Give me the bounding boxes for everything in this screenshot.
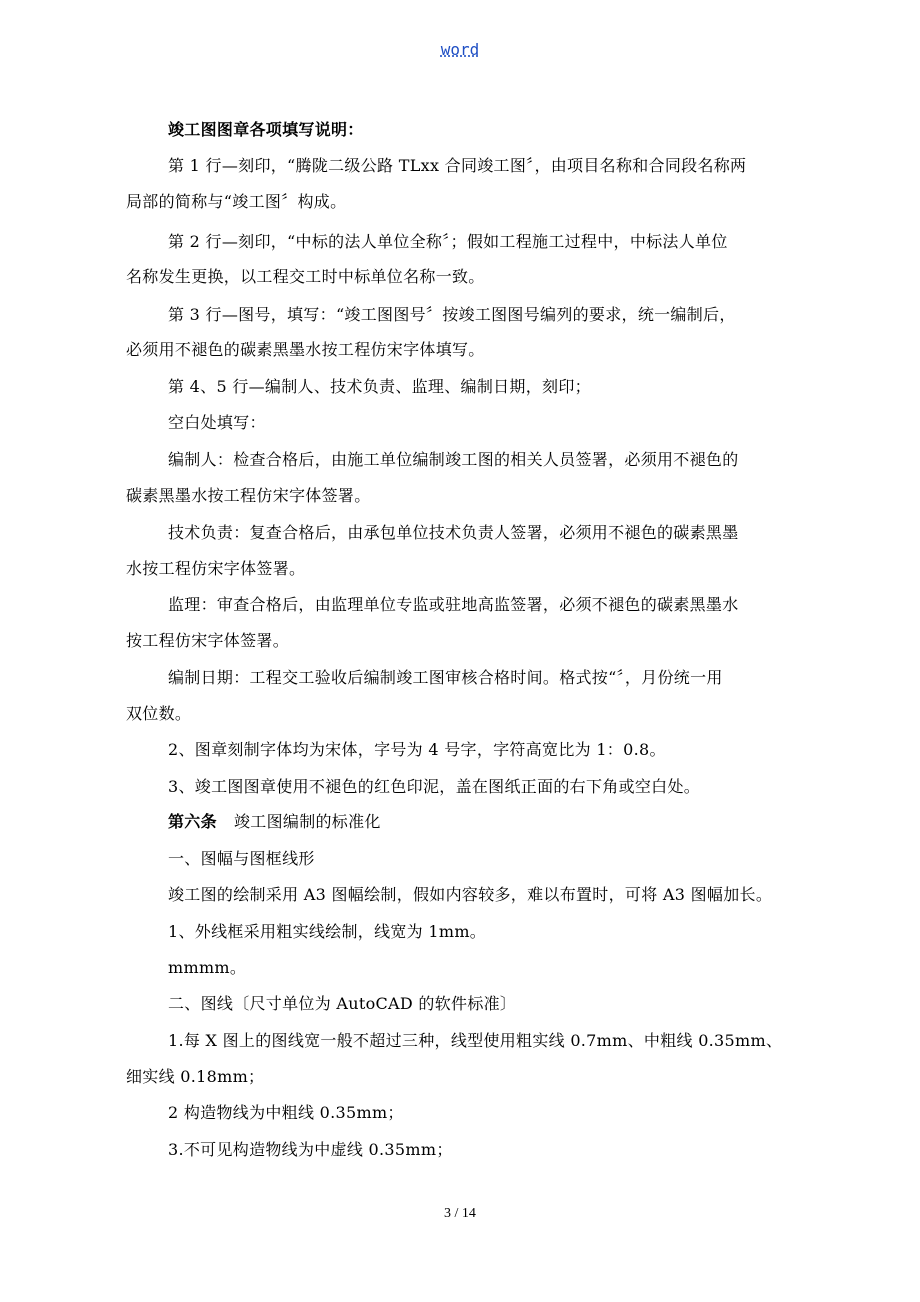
- paragraph-line: 第 4、5 行—编制人、技术负责、监理、编制日期，刻印；: [168, 377, 591, 396]
- paragraph-line: 名称发生更换，以工程交工时中标单位名称一致。: [126, 267, 485, 286]
- paragraph-line: 二、图线〔尺寸单位为 AutoCAD 的软件标准〕: [168, 994, 517, 1013]
- paragraph-line: 局部的简称与“竣工图〞构成。: [126, 192, 347, 211]
- paragraph-line: 2 构造物线为中粗线 0.35mm；: [168, 1103, 404, 1122]
- article-number: 第六条: [168, 812, 217, 831]
- paragraph-line: 3.不可见构造物线为中虚线 0.35mm；: [168, 1140, 453, 1159]
- paragraph-line: 1、外线框采用粗实线绘制，线宽为 1mm。: [168, 922, 487, 941]
- paragraph-line: 细实线 0.18mm；: [126, 1067, 265, 1086]
- paragraph-line: 水按工程仿宋字体签署。: [126, 559, 306, 578]
- paragraph-line: 竣工图的绘制采用 A3 图幅绘制，假如内容较多，难以布置时，可将 A3 图幅加长。: [168, 885, 773, 904]
- paragraph-line: 第 3 行—图号，填写：“竣工图图号〞按竣工图图号编列的要求，统一编制后，: [168, 305, 736, 324]
- paragraph-line: 一、图幅与图框线形: [168, 849, 315, 868]
- paragraph-line: 第 1 行—刻印，“腾陇二级公路 TLxx 合同竣工图〞，由项目名称和合同段名称两: [168, 156, 747, 175]
- paragraph-line: mmmm。: [168, 958, 247, 977]
- paragraph-line: 3、竣工图图章使用不褪色的红色印泥，盖在图纸正面的右下角或空白处。: [168, 777, 701, 796]
- paragraph-line: 空白处填写：: [168, 413, 266, 432]
- paragraph-line: 1.每 X 图上的图线宽一般不超过三种，线型使用粗实线 0.7mm、中粗线 0.35mm、: [168, 1031, 783, 1050]
- paragraph-line: 技术负责：复查合格后，由承包单位技术负责人签署，必须用不褪色的碳素黑墨: [168, 523, 739, 542]
- paragraph-line: 必须用不褪色的碳素黑墨水按工程仿宋字体填写。: [126, 340, 485, 359]
- section-heading: 竣工图图章各项填写说明：: [168, 120, 364, 139]
- paragraph-line: 监理：审查合格后，由监理单位专监或驻地高监签署，必须不褪色的碳素黑墨水: [168, 595, 739, 614]
- paragraph-line: 双位数。: [126, 704, 192, 723]
- paragraph-line: 编制日期：工程交工验收后编制竣工图审核合格时间。格式按“〞，月份统一用: [168, 668, 723, 687]
- paragraph-line: 第 2 行—刻印，“中标的法人单位全称〞；假如工程施工过程中，中标法人单位: [168, 232, 728, 251]
- paragraph-line: 2、图章刻制字体均为宋体，字号为 4 号字，字符高宽比为 1：0.8。: [168, 740, 666, 759]
- paragraph-line: 按工程仿宋字体签署。: [126, 631, 290, 650]
- article-title: 竣工图编制的标准化: [234, 812, 381, 831]
- paragraph-line: 编制人：检查合格后，由施工单位编制竣工图的相关人员签署，必须用不褪色的: [168, 450, 739, 469]
- header-word-link[interactable]: word: [440, 40, 480, 59]
- page-number: 3 / 14: [444, 1206, 476, 1221]
- paragraph-line: 碳素黑墨水按工程仿宋字体签署。: [126, 486, 371, 505]
